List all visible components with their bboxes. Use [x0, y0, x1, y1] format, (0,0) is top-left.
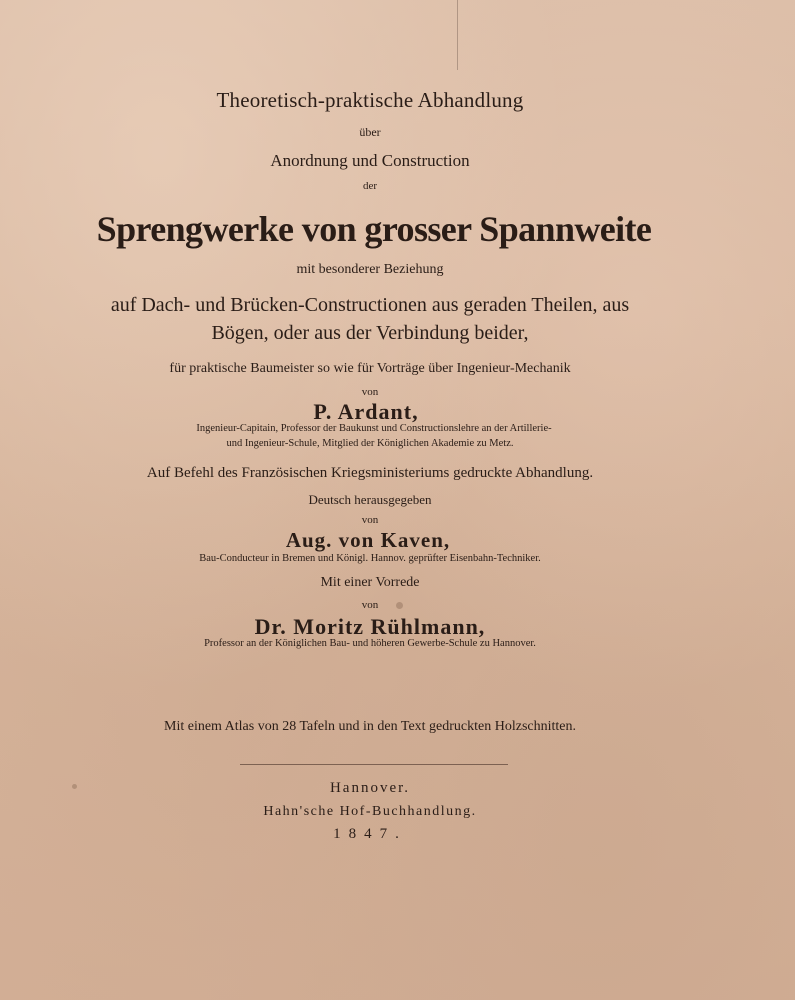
title-line-1: Theoretisch-praktische Abhandlung — [216, 88, 524, 112]
audience-line: für praktische Baumeister so wie für Vorträge über Ingenieur-Mechanik — [169, 361, 571, 376]
imprint-year: 1847. — [333, 826, 407, 842]
imprint-place: Hannover. — [329, 780, 411, 796]
subtitle-line-1: auf Dach- und Brücken-Constructionen aus geraden Theilen, aus — [110, 294, 630, 316]
connector-von-preface: von — [361, 599, 379, 611]
subtitle-intro: mit besonderer Beziehung — [296, 262, 444, 277]
preface-author-affiliation: Professor an der Königlichen Bau- und höheren Gewerbe-Schule zu Hannover. — [204, 638, 536, 649]
translator-affiliation: Bau-Conducteur in Bremen und Königl. Hannov. geprüfter Eisenbahn-Techniker. — [199, 553, 541, 564]
main-title: Sprengwerke von grosser Spannweite — [96, 209, 652, 249]
commission-line: Auf Befehl des Französischen Kriegsministeriums gedruckte Abhandlung. — [146, 465, 594, 481]
translation-line: Deutsch herausgegeben — [308, 492, 432, 507]
connector-der: der — [362, 180, 378, 192]
subtitle-line-2: Bögen, oder aus der Verbindung beider, — [211, 322, 529, 344]
preface-line: Mit einer Vorrede — [320, 575, 420, 590]
preface-author-name: Dr. Moritz Rühlmann, — [254, 614, 486, 639]
connector-von-author: von — [361, 386, 379, 398]
author-affiliation-2: und Ingenieur-Schule, Mitglied der Königlichen Akademie zu Metz. — [226, 438, 514, 449]
atlas-note: Mit einem Atlas von 28 Tafeln und in den Text gedruckten Holzschnitten. — [164, 719, 576, 734]
connector-ueber: über — [359, 125, 381, 139]
connector-von-translator: von — [361, 514, 379, 526]
title-line-2: Anordnung und Construction — [270, 151, 470, 170]
paper-fold-mark — [457, 0, 458, 70]
divider-rule — [240, 764, 508, 765]
author-name: P. Ardant, — [313, 399, 419, 424]
imprint-publisher: Hahn'sche Hof-Buchhandlung. — [263, 804, 477, 819]
translator-name: Aug. von Kaven, — [285, 528, 451, 552]
author-affiliation-1: Ingenieur-Capitain, Professor der Baukunst und Constructionslehre an der Artillerie- — [196, 423, 552, 434]
